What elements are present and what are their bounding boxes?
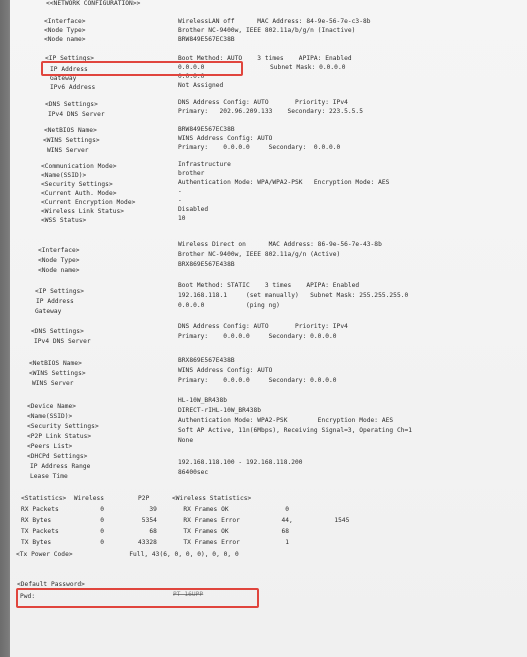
wireless-direct-value-node-type: Brother NC-9400w, IEEE 802.11a/g/n (Active) bbox=[178, 251, 341, 258]
wireless-direct-device-label-5: <Peers List> bbox=[27, 443, 73, 450]
wireless-lan-gateway-value: 0.0.0.0 bbox=[178, 73, 205, 80]
wireless-lan-comm-value-4: - bbox=[178, 188, 182, 195]
wireless-lan-ipv6-value: Not Assigned bbox=[178, 82, 224, 89]
wireless-direct-device-label-1: <Device Name> bbox=[27, 403, 77, 410]
wireless-lan-wins-config: WINS Address Config: AUTO bbox=[178, 135, 273, 142]
wireless-lan-wins-server-label: WINS Server bbox=[47, 147, 89, 154]
wireless-lan-boot-line: Boot Method: AUTO 3 times APIPA: Enabled bbox=[178, 55, 352, 62]
statistics-row-rx-packets: RX Packets 0 39 RX Frames OK 0 bbox=[21, 506, 290, 513]
wireless-direct-dns-primary: Primary: 0.0.0.0 Secondary: 0.0.0.0 bbox=[178, 333, 337, 340]
wireless-lan-ip-address-label: IP Address bbox=[50, 66, 88, 73]
wireless-direct-label-node-name: <Node name> bbox=[38, 267, 80, 274]
wireless-direct-device-label-4: <P2P Link Status> bbox=[27, 433, 92, 440]
printed-network-config-page bbox=[10, 0, 527, 657]
statistics-row-tx-packets: TX Packets 0 68 TX Frames OK 68 bbox=[21, 528, 290, 535]
wireless-lan-gateway-label: Gateway bbox=[50, 75, 77, 82]
wireless-lan-ip-settings-label: <IP Settings> bbox=[45, 55, 95, 62]
wireless-direct-ip-settings-label: <IP Settings> bbox=[35, 288, 85, 295]
wireless-direct-dns-config: DNS Address Config: AUTO Priority: IPv4 bbox=[178, 323, 348, 330]
wireless-direct-ip-line: 192.168.118.1 (set manually) Subnet Mask: 255.255.255.0 bbox=[178, 292, 409, 299]
wireless-lan-comm-label-4: <Current Auth. Mode> bbox=[41, 190, 117, 197]
password-label: Pwd: bbox=[20, 593, 36, 600]
wireless-lan-label-interface: <Interface> bbox=[44, 18, 86, 25]
statistics-row-tx-bytes: TX Bytes 0 43328 TX Frames Error 1 bbox=[21, 539, 290, 546]
wireless-direct-ip-address-label: IP Address bbox=[36, 298, 74, 305]
wireless-direct-wins-primary: Primary: 0.0.0.0 Secondary: 0.0.0.0 bbox=[178, 377, 337, 384]
wireless-lan-ip-value: 0.0.0.0 bbox=[178, 64, 205, 71]
wireless-lan-comm-label-2: <Name(SSID)> bbox=[41, 172, 87, 179]
wireless-direct-device-label-6: <DHCPd Settings> bbox=[27, 453, 88, 460]
wireless-direct-label-interface: <Interface> bbox=[38, 247, 80, 254]
wireless-lan-wins-primary: Primary: 0.0.0.0 Secondary: 0.0.0.0 bbox=[178, 144, 341, 151]
wireless-direct-wins-label: <WINS Settings> bbox=[29, 370, 86, 377]
wireless-direct-label-node-type: <Node Type> bbox=[38, 257, 80, 264]
wireless-direct-device-value-4: Soft AP Active, 11n(6Mbps), Receiving Signal=3, Operating Ch=1 bbox=[178, 427, 413, 434]
wireless-lan-netbios-label: <NetBIOS Name> bbox=[44, 127, 97, 134]
ip-address-highlight-box bbox=[41, 61, 243, 76]
wireless-lan-dns-config: DNS Address Config: AUTO Priority: IPv4 bbox=[178, 99, 348, 106]
wireless-direct-value-node-name: BRX869E567E438B bbox=[178, 261, 235, 268]
wireless-direct-dns-label: <DNS Settings> bbox=[31, 328, 84, 335]
wireless-direct-device-label-8: Lease Time bbox=[30, 473, 68, 480]
wireless-lan-ipv4-dns-label: IPv4 DNS Server bbox=[48, 111, 105, 118]
wireless-lan-comm-value-5: - bbox=[178, 197, 182, 204]
wireless-direct-wins-config: WINS Address Config: AUTO bbox=[178, 367, 273, 374]
wireless-direct-wins-server-label: WINS Server bbox=[32, 380, 74, 387]
page-header: <<NETWORK CONFIGURATION>> bbox=[46, 0, 141, 7]
wireless-lan-comm-value-3: Authentication Mode: WPA/WPA2-PSK Encryption Mode: AES bbox=[178, 179, 390, 186]
wireless-direct-device-value-1: HL-10W_BR438b bbox=[178, 397, 228, 404]
statistics-row-rx-bytes: RX Bytes 0 5354 RX Frames Error 44, 1545 bbox=[21, 517, 350, 524]
wireless-direct-netbios-value: BRX869E567E438B bbox=[178, 357, 235, 364]
wireless-direct-device-value-3: Authentication Mode: WPA2-PSK Encryption Mode: AES bbox=[178, 417, 394, 424]
password-value: PT 16UPP bbox=[173, 591, 204, 598]
wireless-lan-comm-label-3: <Security Settings> bbox=[41, 181, 113, 188]
statistics-tx-power-line: <Tx Power Code> Full, 43(6, 0, 0, 0), 0, 0, 0 bbox=[16, 551, 239, 558]
wireless-lan-comm-value-1: Infrastructure bbox=[178, 161, 231, 168]
wireless-lan-comm-value-7: 10 bbox=[178, 215, 186, 222]
wireless-lan-comm-label-5: <Current Encryption Mode> bbox=[41, 199, 136, 206]
password-highlight-box bbox=[16, 588, 259, 608]
wireless-lan-netbios-value: BRW849E567EC38B bbox=[178, 126, 235, 133]
wireless-lan-value-node-type: Brother NC-9400w, IEEE 802.11a/b/g/n (Inactive) bbox=[178, 27, 356, 34]
wireless-direct-value-interface: Wireless Direct on MAC Address: 86-9e-56-7e-43-8b bbox=[178, 241, 382, 248]
wireless-direct-device-label-7: IP Address Range bbox=[30, 463, 91, 470]
wireless-lan-wins-label: <WINS Settings> bbox=[43, 137, 100, 144]
wireless-lan-ipv6-label: IPv6 Address bbox=[50, 84, 96, 91]
wireless-lan-subnet-line: Subnet Mask: 0.0.0.0 bbox=[270, 64, 346, 71]
default-password-header: <Default Password> bbox=[17, 581, 85, 588]
wireless-direct-boot-line: Boot Method: STATIC 3 times APIPA: Enabled bbox=[178, 282, 360, 289]
wireless-lan-comm-label-7: <WSS Status> bbox=[41, 217, 87, 224]
wireless-direct-netbios-label: <NetBIOS Name> bbox=[29, 360, 82, 367]
wireless-direct-ipv4-dns-label: IPv4 DNS Server bbox=[34, 338, 91, 345]
wireless-direct-device-value-2: DIRECT-rIHL-10W_BR438b bbox=[178, 407, 262, 414]
wireless-direct-device-label-2: <Name(SSID)> bbox=[27, 413, 73, 420]
statistics-header-line: <Statistics> Wireless P2P <Wireless Statistics> bbox=[21, 495, 252, 502]
wireless-direct-device-value-5: None bbox=[178, 437, 194, 444]
wireless-lan-comm-label-1: <Communication Mode> bbox=[41, 163, 117, 170]
wireless-lan-dns-primary: Primary: 202.96.209.133 Secondary: 223.5.5.5 bbox=[178, 108, 363, 115]
wireless-lan-dns-label: <DNS Settings> bbox=[45, 101, 98, 108]
wireless-lan-comm-value-2: brother bbox=[178, 170, 205, 177]
wireless-lan-value-interface: WirelessLAN off MAC Address: 84-9e-56-7e-c3-8b bbox=[178, 18, 371, 25]
wireless-direct-device-label-3: <Security Settings> bbox=[27, 423, 99, 430]
wireless-direct-device-value-8: 86400sec bbox=[178, 469, 209, 476]
wireless-lan-value-node-name: BRW849E567EC38B bbox=[178, 36, 235, 43]
wireless-direct-device-value-7: 192.168.118.100 - 192.168.118.200 bbox=[178, 459, 303, 466]
wireless-lan-comm-value-6: Disabled bbox=[178, 206, 209, 213]
wireless-direct-gateway-line: 0.0.0.0 (ping ng) bbox=[178, 302, 280, 309]
wireless-lan-label-node-type: <Node Type> bbox=[44, 27, 86, 34]
wireless-lan-comm-label-6: <Wireless Link Status> bbox=[41, 208, 125, 215]
wireless-direct-gateway-label: Gateway bbox=[35, 308, 62, 315]
wireless-lan-label-node-name: <Node name> bbox=[44, 36, 86, 43]
